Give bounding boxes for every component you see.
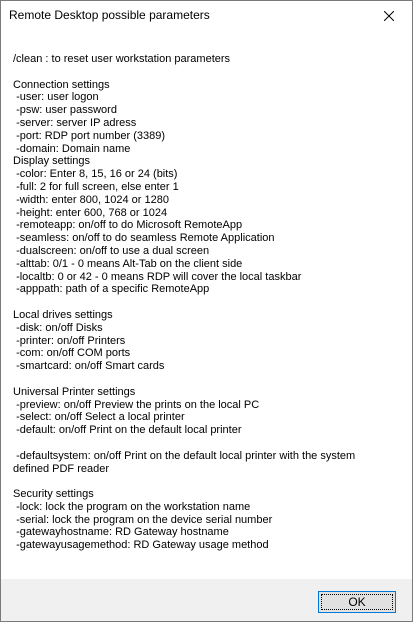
text-line: -gatewayhostname: RD Gateway hostname <box>13 526 229 539</box>
text-line: -smartcard: on/off Smart cards <box>13 360 165 373</box>
text-line <box>13 296 402 309</box>
text-line: -server: server IP adress <box>13 116 137 129</box>
text-line: -defaultsystem: on/off Print on the default local printer with the system <box>13 449 356 462</box>
close-icon <box>384 11 394 21</box>
text-line: Local drives settings <box>13 308 113 321</box>
text-line: -seamless: on/off to do seamless Remote Application <box>13 232 275 245</box>
text-line: -width: enter 800, 1024 or 1280 <box>13 193 169 206</box>
text-line: -select: on/off Select a local printer <box>13 411 185 424</box>
text-line: -port: RDP port number (3389) <box>13 129 166 142</box>
text-line: -lock: lock the program on the workstation name <box>13 500 251 513</box>
text-line: -disk: on/off Disks <box>13 321 103 334</box>
text-line: -alttab: 0/1 - 0 means Alt-Tab on the client side <box>13 257 243 270</box>
text-line: -user: user logon <box>13 91 99 104</box>
text-line: -dualscreen: on/off to use a dual screen <box>13 244 210 257</box>
text-line: defined PDF reader <box>13 462 109 475</box>
text-line: Universal Printer settings <box>13 385 136 398</box>
text-line: -com: on/off COM ports <box>13 347 131 360</box>
text-line: -apppath: path of a specific RemoteApp <box>13 283 210 296</box>
text-line: -height: enter 600, 768 or 1024 <box>13 206 168 219</box>
text-line: -default: on/off Print on the default local printer <box>13 424 242 437</box>
text-line: -domain: Domain name <box>13 142 131 155</box>
text-line: Display settings <box>13 155 91 168</box>
text-line <box>13 373 402 386</box>
text-line: Connection settings <box>13 78 110 91</box>
window-title: Remote Desktop possible parameters <box>9 8 210 22</box>
ok-button[interactable]: OK <box>318 591 396 613</box>
content-area <box>1 31 412 579</box>
text-line: Security settings <box>13 488 94 501</box>
text-line: -full: 2 for full screen, else enter 1 <box>13 180 179 193</box>
text-line <box>13 475 402 488</box>
text-line: -remoteapp: on/off to do Microsoft RemoteApp <box>13 219 243 232</box>
text-line: -preview: on/off Preview the prints on the local PC <box>13 398 260 411</box>
parameters-text <box>13 53 402 552</box>
text-line: -serial: lock the program on the device serial number <box>13 513 273 526</box>
button-bar <box>1 579 412 621</box>
text-line: -gatewayusagemethod: RD Gateway usage method <box>13 539 269 552</box>
text-line: -color: Enter 8, 15, 16 or 24 (bits) <box>13 168 178 181</box>
text-line: -printer: on/off Printers <box>13 334 126 347</box>
text-line: /clean : to reset user workstation parameters <box>13 53 231 65</box>
close-button[interactable] <box>366 1 412 31</box>
text-line <box>13 66 402 79</box>
text-line <box>13 437 402 450</box>
title-bar <box>1 1 412 31</box>
text-line: -psw: user password <box>13 104 117 117</box>
text-line: -localtb: 0 or 42 - 0 means RDP will cover the local taskbar <box>13 270 302 283</box>
